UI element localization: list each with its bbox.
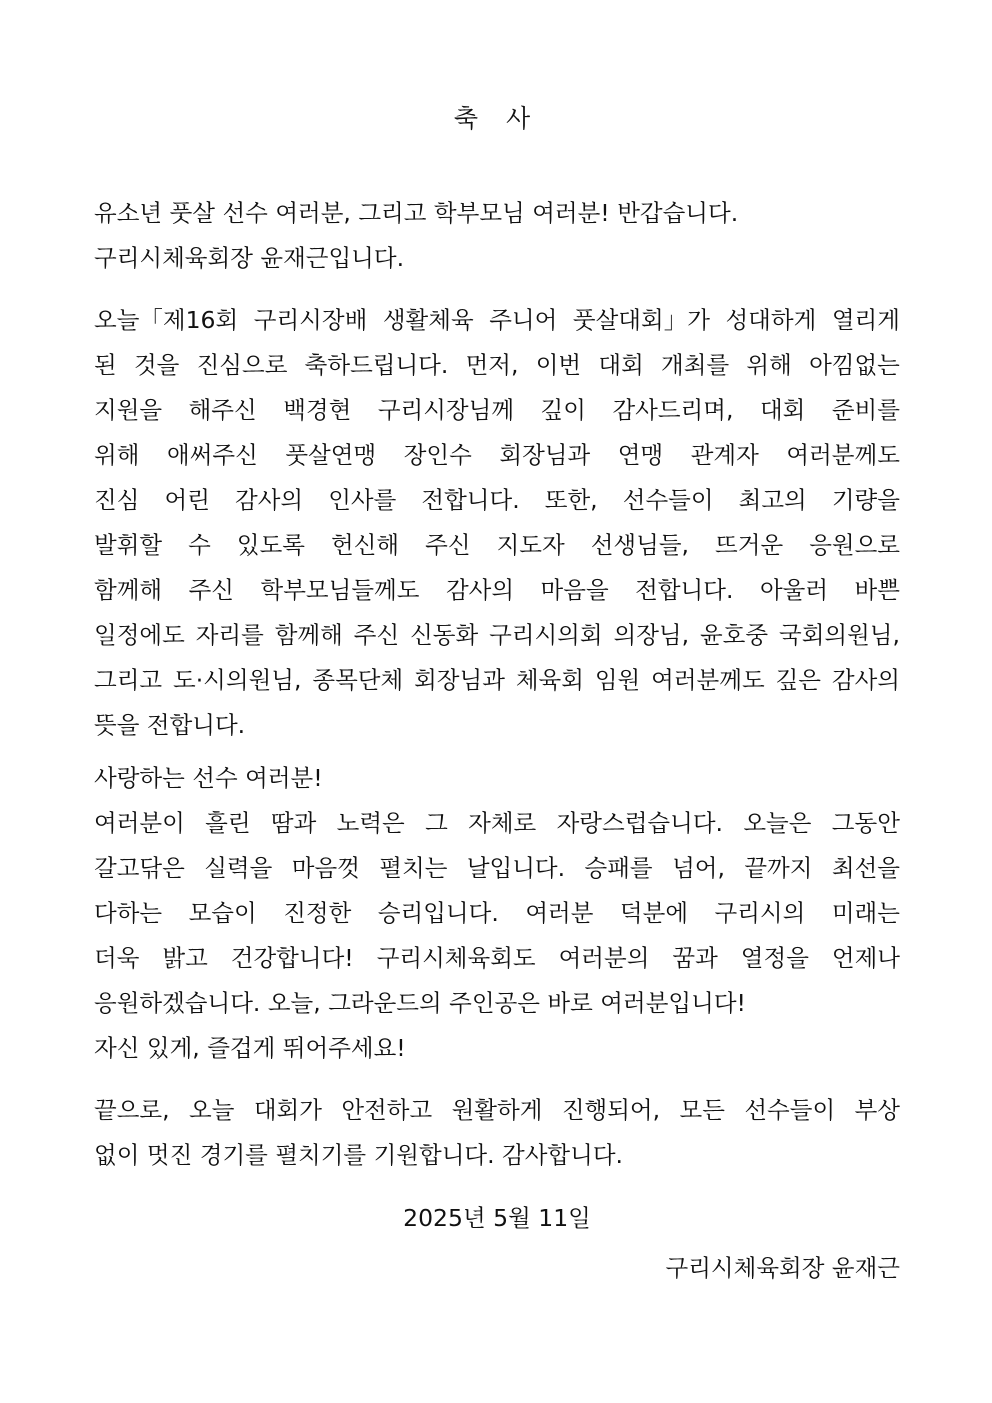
paragraph-1-line xyxy=(94,523,900,568)
word: 선생님들, xyxy=(590,531,690,559)
word: 아울러 xyxy=(759,576,829,604)
word: 원활하게 xyxy=(451,1096,543,1124)
closing-paragraph xyxy=(94,1088,900,1178)
word: 끝까지 xyxy=(744,854,813,882)
word: 신동화 xyxy=(410,621,479,649)
word: 감사의 xyxy=(831,666,900,694)
word: 펼치는 xyxy=(379,854,448,882)
word: 도·시의원님, xyxy=(173,666,302,694)
word: 위해 xyxy=(94,441,140,469)
word: 아낌없는 xyxy=(809,351,900,379)
word: 대회가 xyxy=(253,1096,322,1124)
paragraph-1-line xyxy=(94,568,900,613)
word: 밝고 xyxy=(162,944,208,972)
word: 흘린 xyxy=(205,809,251,837)
word: 여러분께도 xyxy=(786,441,900,469)
word: 관계자 xyxy=(690,441,759,469)
word: 윤호중 xyxy=(699,621,769,649)
word: 열리게 xyxy=(831,306,900,334)
paragraph-2-line xyxy=(94,846,900,891)
word: 애써주신 xyxy=(166,441,258,469)
word: 미래는 xyxy=(831,899,900,927)
word: 최선을 xyxy=(831,854,900,882)
word: 장인수 xyxy=(403,441,472,469)
word: 구리시의회 xyxy=(489,621,603,649)
word: 감사의 xyxy=(445,576,515,604)
word: 해주신 xyxy=(188,396,257,424)
signature: 구리시체육회장 윤재근 xyxy=(665,1254,900,1282)
word: 이번 xyxy=(535,351,582,379)
word: 구리시장님께 xyxy=(377,396,515,424)
word: 회장님과 xyxy=(499,441,591,469)
word: 인사를 xyxy=(328,486,397,514)
paragraph-2-line: 응원하겠습니다. 오늘, 그라운드의 주인공은 바로 여러분입니다! xyxy=(94,989,746,1017)
word: 성대하게 xyxy=(725,306,817,334)
word: 축하드립니다. xyxy=(304,351,449,379)
word: 오늘「제16회 xyxy=(94,306,239,334)
word: 노력은 xyxy=(336,809,405,837)
word: 감사드리며, xyxy=(612,396,734,424)
paragraph-1-line xyxy=(94,478,900,523)
word: 깊이 xyxy=(540,396,586,424)
paragraph-1-line xyxy=(94,388,900,433)
word: 날입니다. xyxy=(466,854,566,882)
word: 자체로 xyxy=(468,809,537,837)
word: 모든 xyxy=(679,1096,725,1124)
word: 언제나 xyxy=(831,944,900,972)
word: 수 xyxy=(188,531,211,559)
word: 깊은 xyxy=(775,666,821,694)
word: 여러분께도 xyxy=(651,666,765,694)
paragraph-1-line xyxy=(94,298,900,343)
paragraph-1-line xyxy=(94,658,900,703)
word: 임원 xyxy=(594,666,641,694)
document-date: 2025년 5월 11일 xyxy=(403,1204,591,1232)
word: 여러분의 xyxy=(558,944,650,972)
word: 선수들이 xyxy=(622,486,714,514)
word: 자리를 xyxy=(195,621,264,649)
word: 부상 xyxy=(854,1096,900,1124)
word: 넘어, xyxy=(672,854,725,882)
word: 전합니다. xyxy=(421,486,520,514)
word: 오늘 xyxy=(189,1096,235,1124)
word: 준비를 xyxy=(831,396,900,424)
word: 자랑스럽습니다. xyxy=(556,809,723,837)
word: 국회의원님, xyxy=(779,621,900,649)
athletes-paragraph xyxy=(94,756,900,1071)
word: 의장님, xyxy=(613,621,690,649)
word: 진심으로 xyxy=(196,351,288,379)
document-page xyxy=(94,0,900,1403)
word: 마음을 xyxy=(540,576,609,604)
word: 풋살대회」가 xyxy=(572,306,710,334)
word: 승리입니다. xyxy=(377,899,499,927)
word: 승패를 xyxy=(584,854,653,882)
word: 꿈과 xyxy=(672,944,718,972)
word: 함께해 xyxy=(274,621,343,649)
word: 연맹 xyxy=(617,441,664,469)
word: 학부모님들께도 xyxy=(260,576,420,604)
word: 백경현 xyxy=(283,396,352,424)
paragraph-3-line: 없이 멋진 경기를 펼치기를 기원합니다. 감사합니다. xyxy=(94,1141,624,1169)
word: 먼저, xyxy=(465,351,519,379)
word: 진행되어, xyxy=(561,1096,661,1124)
word: 다하는 xyxy=(94,899,163,927)
word: 주신 xyxy=(353,621,400,649)
word: 끝으로, xyxy=(94,1096,170,1124)
word: 주신 xyxy=(425,531,471,559)
paragraph-1-line: 뜻을 전합니다. xyxy=(94,711,246,739)
paragraph-2-line xyxy=(94,891,900,936)
word: 된 xyxy=(94,351,117,379)
greeting-line-1: 유소년 풋살 선수 여러분, 그리고 학부모님 여러분! 반갑습니다. xyxy=(94,199,739,227)
paragraph-1-line xyxy=(94,613,900,658)
word: 기량을 xyxy=(831,486,900,514)
word: 체육회 xyxy=(515,666,584,694)
word: 위해 xyxy=(746,351,792,379)
document-title: 축 사 xyxy=(453,104,541,133)
word: 회장님과 xyxy=(414,666,505,694)
congratulations-paragraph xyxy=(94,298,900,748)
greeting-paragraph xyxy=(94,191,900,281)
word: 최고의 xyxy=(738,486,807,514)
word: 구리시의 xyxy=(714,899,806,927)
word: 함께해 xyxy=(94,576,163,604)
word: 대회 xyxy=(759,396,806,424)
word: 일정에도 xyxy=(94,621,185,649)
word: 더욱 xyxy=(94,944,140,972)
word: 감사의 xyxy=(235,486,304,514)
word: 헌신해 xyxy=(331,531,400,559)
paragraph-2-line xyxy=(94,801,900,846)
word: 대회 xyxy=(598,351,644,379)
word: 오늘은 xyxy=(743,809,812,837)
paragraph-3-line xyxy=(94,1088,900,1133)
word: 그동안 xyxy=(831,809,900,837)
word: 생활체육 xyxy=(382,306,474,334)
paragraph-2-line: 사랑하는 선수 여러분! xyxy=(94,764,323,792)
word: 덕분에 xyxy=(619,899,689,927)
word: 주니어 xyxy=(489,306,558,334)
word: 전합니다. xyxy=(635,576,734,604)
greeting-line-2: 구리시체육회장 윤재근입니다. xyxy=(94,244,405,272)
word: 여러분 xyxy=(525,899,594,927)
paragraph-1-line xyxy=(94,343,900,388)
paragraph-2-line: 자신 있게, 즐겁게 뛰어주세요! xyxy=(94,1034,406,1062)
word: 것을 xyxy=(133,351,180,379)
word: 건강합니다! xyxy=(230,944,354,972)
word: 개최를 xyxy=(661,351,730,379)
word: 어린 xyxy=(164,486,210,514)
word: 구리시장배 xyxy=(253,306,368,334)
word: 또한, xyxy=(544,486,598,514)
word: 열정을 xyxy=(740,944,809,972)
word: 풋살연맹 xyxy=(285,441,377,469)
word: 구리시체육회도 xyxy=(376,944,536,972)
word: 그리고 xyxy=(94,666,163,694)
word: 주신 xyxy=(188,576,235,604)
word: 모습이 xyxy=(188,899,257,927)
word: 응원으로 xyxy=(809,531,900,559)
word: 진정한 xyxy=(283,899,352,927)
word: 땀과 xyxy=(270,809,317,837)
paragraph-2-line xyxy=(94,936,900,981)
word: 종목단체 xyxy=(312,666,404,694)
paragraph-1-line xyxy=(94,433,900,478)
word: 갈고닦은 xyxy=(94,854,185,882)
word: 지도자 xyxy=(496,531,565,559)
word: 여러분이 xyxy=(94,809,185,837)
word: 진심 xyxy=(94,486,140,514)
word: 실력을 xyxy=(204,854,273,882)
word: 그 xyxy=(425,809,448,837)
word: 뜨거운 xyxy=(715,531,784,559)
word: 지원을 xyxy=(94,396,163,424)
word: 바쁜 xyxy=(854,576,900,604)
word: 있도록 xyxy=(236,531,305,559)
word: 선수들이 xyxy=(744,1096,836,1124)
word: 안전하고 xyxy=(341,1096,433,1124)
word: 발휘할 xyxy=(94,531,163,559)
word: 마음껏 xyxy=(291,854,360,882)
